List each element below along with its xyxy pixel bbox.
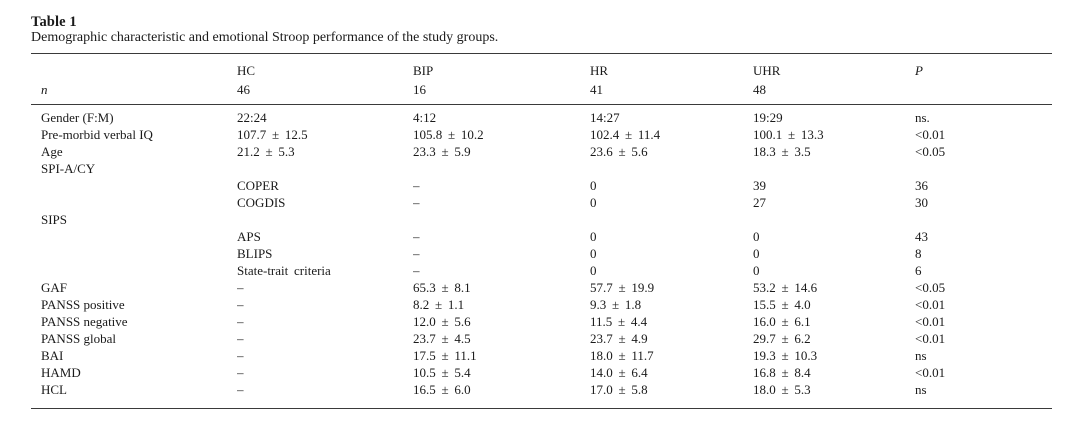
cell-hc: –: [237, 280, 244, 295]
cell-hc: BLIPS: [237, 246, 273, 261]
cell-hr: 0: [590, 195, 597, 210]
row-label: [31, 194, 237, 211]
row-label: PANSS positive: [41, 297, 125, 312]
cell-hc: –: [237, 382, 244, 397]
cell-uhr: 15.5 ± 4.0: [753, 297, 811, 312]
row-label: PANSS global: [41, 331, 117, 346]
table-header: [31, 54, 1052, 105]
n-value-uhr: 48: [753, 78, 915, 105]
cell-hr: 0: [590, 229, 597, 244]
row-label: HAMD: [41, 365, 81, 380]
column-header-spacer: [31, 54, 237, 79]
table-row: [31, 143, 1052, 160]
table-row: [31, 364, 1052, 381]
row-label: Age: [41, 144, 63, 159]
cell-bip: 65.3 ± 8.1: [413, 280, 471, 295]
cell-p: 6: [915, 263, 922, 278]
cell-p: 43: [915, 229, 928, 244]
table-row: [31, 279, 1052, 296]
cell-bip: –: [413, 178, 420, 193]
cell-uhr: 29.7 ± 6.2: [753, 331, 811, 346]
cell-p: 30: [915, 195, 928, 210]
column-header-hc: HC: [237, 63, 256, 78]
cell-p: <0.01: [915, 127, 946, 142]
cell-hc: 21.2 ± 5.3: [237, 144, 295, 159]
cell-hr: 17.0 ± 5.8: [590, 382, 648, 397]
cell-hr: 14:27: [590, 110, 620, 125]
table-row: [31, 194, 1052, 211]
row-label: SPI-A/CY: [41, 161, 96, 176]
cell-hr: 23.6 ± 5.6: [590, 144, 648, 159]
table-row: [31, 245, 1052, 262]
cell-uhr: 16.8 ± 8.4: [753, 365, 811, 380]
cell-hc: –: [237, 331, 244, 346]
cell-uhr: [753, 211, 915, 228]
column-header-hr: HR: [590, 63, 609, 78]
column-header-bip: BIP: [413, 63, 434, 78]
cell-p: 8: [915, 246, 922, 261]
cell-hc: APS: [237, 229, 261, 244]
cell-bip: 23.7 ± 4.5: [413, 331, 471, 346]
row-label: Gender (F:M): [41, 110, 114, 125]
cell-p: <0.01: [915, 297, 946, 312]
cell-bip: –: [413, 195, 420, 210]
cell-hc: COPER: [237, 178, 279, 193]
row-label: [31, 177, 237, 194]
cell-bip: 8.2 ± 1.1: [413, 297, 465, 312]
cell-p: <0.01: [915, 331, 946, 346]
cell-hr: 0: [590, 263, 597, 278]
cell-uhr: 53.2 ± 14.6: [753, 280, 818, 295]
cell-hr: 9.3 ± 1.8: [590, 297, 642, 312]
cell-hr: 0: [590, 178, 597, 193]
column-header-p: P: [915, 63, 923, 78]
cell-hr: 57.7 ± 19.9: [590, 280, 655, 295]
cell-hr: 102.4 ± 11.4: [590, 127, 661, 142]
cell-uhr: 18.0 ± 5.3: [753, 382, 811, 397]
n-value-hr: 41: [590, 78, 753, 105]
cell-hc: –: [237, 348, 244, 363]
cell-hr: 23.7 ± 4.9: [590, 331, 648, 346]
cell-uhr: 0: [753, 246, 760, 261]
cell-hc: –: [237, 365, 244, 380]
cell-hr: 11.5 ± 4.4: [590, 314, 648, 329]
cell-uhr: 0: [753, 229, 760, 244]
table-row: [31, 126, 1052, 143]
cell-p: ns: [915, 382, 927, 397]
cell-bip: 10.5 ± 5.4: [413, 365, 471, 380]
table-row: [31, 313, 1052, 330]
cell-hc: [237, 211, 413, 228]
cell-bip: 16.5 ± 6.0: [413, 382, 471, 397]
row-label: [31, 245, 237, 262]
cell-p: ns: [915, 348, 927, 363]
row-label: Pre-morbid verbal IQ: [41, 127, 153, 142]
cell-uhr: 16.0 ± 6.1: [753, 314, 811, 329]
cell-bip: 12.0 ± 5.6: [413, 314, 471, 329]
table-body: [31, 105, 1052, 409]
cell-hc: –: [237, 297, 244, 312]
cell-hr: 18.0 ± 11.7: [590, 348, 654, 363]
table-row: [31, 347, 1052, 364]
cell-hr: [590, 211, 753, 228]
cell-bip: 4:12: [413, 110, 437, 125]
cell-hc: 107.7 ± 12.5: [237, 127, 308, 142]
cell-uhr: 39: [753, 178, 766, 193]
table-caption: Demographic characteristic and emotional Stroop performance of the study groups.: [31, 30, 499, 45]
row-label: BAI: [41, 348, 64, 363]
cell-bip: [413, 211, 590, 228]
cell-p: <0.01: [915, 314, 946, 329]
cell-hr: [590, 160, 753, 177]
table-row: [31, 262, 1052, 279]
n-value-hc: 46: [237, 78, 413, 105]
n-row: [31, 78, 1052, 105]
table-row: [31, 105, 1052, 127]
cell-p: [915, 211, 1052, 228]
cell-uhr: 27: [753, 195, 766, 210]
cell-p: <0.01: [915, 365, 946, 380]
cell-uhr: 0: [753, 263, 760, 278]
table-row: [31, 228, 1052, 245]
cell-uhr: 19:29: [753, 110, 783, 125]
n-row-label: n: [31, 78, 237, 105]
cell-bip: –: [413, 229, 420, 244]
cell-p: ns.: [915, 110, 930, 125]
column-header-uhr: UHR: [753, 63, 781, 78]
cell-hc: [237, 160, 413, 177]
row-label: [31, 262, 237, 279]
cell-hc: State-trait criteria: [237, 263, 331, 278]
cell-uhr: 19.3 ± 10.3: [753, 348, 818, 363]
cell-p: 36: [915, 178, 928, 193]
table-row: [31, 330, 1052, 347]
cell-hr: 14.0 ± 6.4: [590, 365, 648, 380]
table-title: Table 1: [31, 14, 77, 30]
cell-bip: –: [413, 263, 420, 278]
cell-p: [915, 160, 1052, 177]
cell-hr: 0: [590, 246, 597, 261]
table-row: [31, 381, 1052, 409]
cell-bip: [413, 160, 590, 177]
table-row: [31, 296, 1052, 313]
cell-bip: 23.3 ± 5.9: [413, 144, 471, 159]
column-header-row: [31, 54, 1052, 79]
n-value-bip: 16: [413, 78, 590, 105]
n-value-p: [915, 78, 1052, 105]
demographics-table: [31, 53, 1052, 409]
table-row: [31, 211, 1052, 228]
row-label: SIPS: [41, 212, 68, 227]
table-row: [31, 160, 1052, 177]
cell-uhr: 18.3 ± 3.5: [753, 144, 811, 159]
cell-bip: 17.5 ± 11.1: [413, 348, 477, 363]
cell-hc: 22:24: [237, 110, 267, 125]
cell-bip: 105.8 ± 10.2: [413, 127, 484, 142]
cell-p: <0.05: [915, 144, 946, 159]
row-label: [31, 228, 237, 245]
cell-uhr: 100.1 ± 13.3: [753, 127, 824, 142]
cell-hc: –: [237, 314, 244, 329]
cell-p: <0.05: [915, 280, 946, 295]
row-label: GAF: [41, 280, 68, 295]
cell-uhr: [753, 160, 915, 177]
table-row: [31, 177, 1052, 194]
cell-hc: COGDIS: [237, 195, 286, 210]
row-label: PANSS negative: [41, 314, 128, 329]
cell-bip: –: [413, 246, 420, 261]
row-label: HCL: [41, 382, 67, 397]
